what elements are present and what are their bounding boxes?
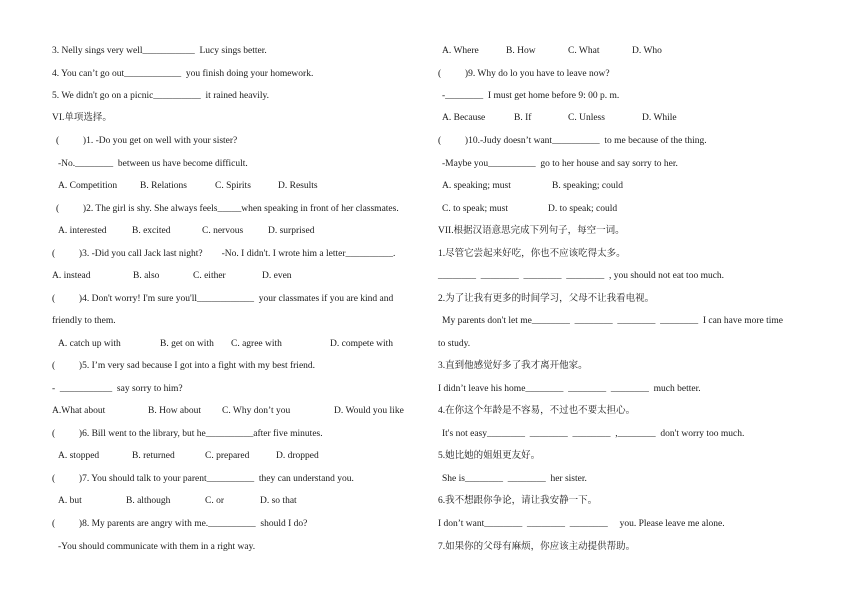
left-text-line: D. dropped (276, 451, 319, 461)
right-text-line: C. to speak; must (442, 204, 508, 214)
left-text-line: D. even (262, 271, 292, 281)
left-text-line: B. also (133, 271, 160, 281)
right-text-line: 4.在你这个年龄是不容易，不过也不要太担心。 (438, 406, 636, 416)
left-text-line: C. or (205, 496, 224, 506)
left-text-line: A. stopped (58, 451, 100, 461)
right-text-line: A. Where (442, 46, 479, 56)
left-text-line: 3. Nelly sings very well___________ Lucy sings better. (52, 46, 267, 56)
right-text-line: 5.她比她的姐姐更友好。 (438, 451, 541, 461)
right-text-line: My parents don't let me________ ________ ________ ________ I can have more time (442, 316, 784, 326)
left-text-line: ( )4. Don't worry! I'm sure you'll____________ your classmates if you are kind and (52, 294, 394, 304)
left-text-line: friendly to them. (52, 316, 116, 326)
left-text-line: ( )8. My parents are angry with me.__________ should I do? (52, 519, 308, 529)
right-text-line: 1.尽管它尝起来好吃，你也不应该吃得太多。 (438, 249, 626, 259)
right-text-line: A. Because (442, 113, 486, 123)
left-text-line: C. prepared (205, 451, 250, 461)
right-text-line: D. Who (632, 46, 662, 56)
right-text-line: C. Unless (568, 113, 605, 123)
left-text-line: D. so that (260, 496, 297, 506)
left-text-line: B. get on with (160, 339, 214, 349)
left-text-line: B. excited (132, 226, 171, 236)
right-text-line: ( )10.-Judy doesn’t want__________ to me because of the thing. (438, 136, 707, 146)
left-text-line: ( )2. The girl is shy. She always feels_____when speaking in front of her classmates. (56, 204, 399, 214)
left-text-line: D. surprised (268, 226, 315, 236)
left-text-line: B. although (126, 496, 171, 506)
right-text-line: VII.根据汉语意思完成下列句子，每空一词。 (438, 226, 625, 236)
left-text-line: B. How about (148, 406, 202, 416)
left-text-line: ( )5. I’m very sad because I got into a fight with my best friend. (52, 361, 316, 371)
right-text-line: 6.我不想跟你争论，请让我安静一下。 (438, 496, 598, 506)
left-text-line: A.What about (52, 406, 106, 416)
left-text-line: - ___________ say sorry to him? (52, 384, 183, 394)
left-text-line: C. either (193, 271, 226, 281)
right-text-line: She is________ ________ her sister. (442, 474, 587, 484)
right-text-line: I didn’t leave his home________ ________ ________ much better. (438, 384, 701, 394)
left-text-line: 5. We didn't go on a picnic__________ it rained heavily. (52, 91, 270, 101)
left-text-line: ( )6. Bill went to the library, but he__________after five minutes. (52, 429, 323, 439)
right-text-line: D. While (642, 113, 677, 123)
left-text-line: C. Why don’t you (222, 406, 291, 416)
left-text-line: C. Spirits (215, 181, 251, 191)
right-text-line: ( )9. Why do lo you have to leave now? (438, 69, 610, 79)
left-text-line: D. Would you like (334, 406, 404, 416)
left-text-line: C. nervous (202, 226, 244, 236)
right-text-line: C. What (568, 46, 600, 56)
right-text-line: 7.如果你的父母有麻烦，你应该主动提供帮助。 (438, 542, 636, 552)
right-text-line: B. How (506, 46, 536, 56)
left-text-line: A. interested (58, 226, 107, 236)
left-text-line: B. Relations (140, 181, 187, 191)
right-text-line: It's not easy________ ________ ________ ,________ don't worry too much. (442, 429, 745, 439)
left-text-line: A. instead (52, 271, 91, 281)
left-text-line: ( )3. -Did you call Jack last night? -No. I didn't. I wrote him a letter__________. (52, 249, 396, 259)
left-text-line: A. but (58, 496, 82, 506)
right-text-line: A. speaking; must (442, 181, 511, 191)
right-text-line: -________ I must get home before 9: 00 p. m. (442, 91, 620, 101)
right-text-line: to study. (438, 339, 471, 349)
left-text-line: ( )7. You should talk to your parent__________ they can understand you. (52, 474, 354, 484)
right-text-line: B. If (514, 113, 532, 123)
right-text-line: 3.直到他感觉好多了我才离开他家。 (438, 361, 588, 371)
left-text-line: B. returned (132, 451, 175, 461)
left-text-line: VI.单项选择。 (52, 113, 112, 123)
left-text-line: 4. You can’t go out____________ you finish doing your homework. (52, 69, 314, 79)
right-text-line: ________ ________ ________ ________ , you should not eat too much. (438, 271, 725, 281)
right-text-line: 2.为了让我有更多的时间学习，父母不让我看电视。 (438, 294, 655, 304)
left-text-line: A. catch up with (58, 339, 121, 349)
right-text-line: B. speaking; could (552, 181, 623, 191)
left-text-line: C. agree with (231, 339, 282, 349)
right-text-line: I don’t want________ ________ ________ you. Please leave me alone. (438, 519, 725, 529)
right-text-line: -Maybe you__________ go to her house and say sorry to her. (442, 159, 678, 169)
left-text-line: A. Competition (58, 181, 118, 191)
right-text-line: D. to speak; could (548, 204, 618, 214)
left-text-line: ( )1. -Do you get on well with your sister? (56, 136, 238, 146)
left-text-line: D. compete with (330, 339, 394, 349)
left-text-line: -No.________ between us have become difficult. (58, 159, 248, 169)
left-text-line: D. Results (278, 181, 318, 191)
left-text-line: -You should communicate with them in a right way. (58, 542, 256, 552)
